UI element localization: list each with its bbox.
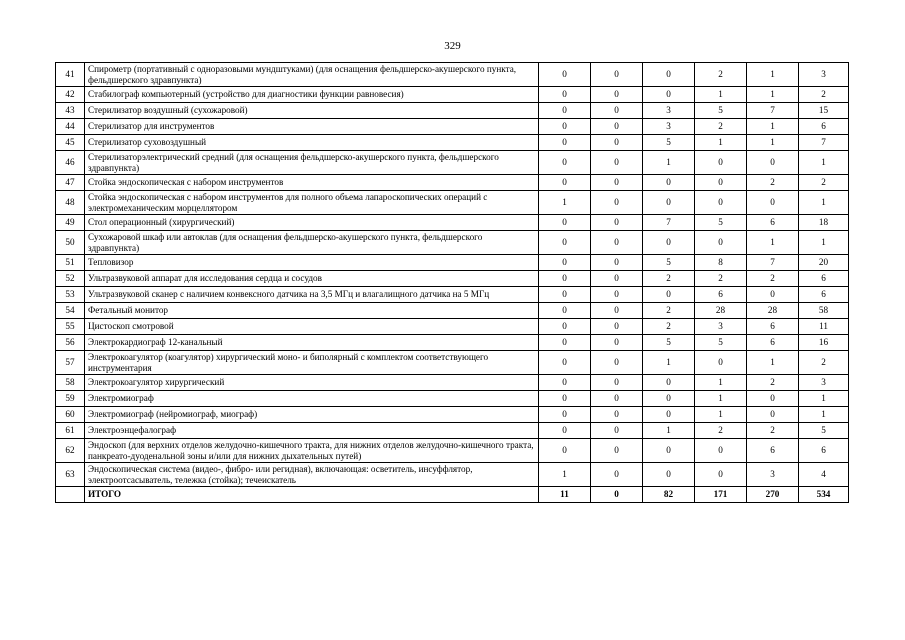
quantity-cell: 20 (799, 255, 849, 271)
quantity-cell: 6 (695, 287, 747, 303)
table-row (56, 63, 849, 87)
quantity-cell: 1 (747, 87, 799, 103)
quantity-cell: 0 (591, 335, 643, 351)
quantity-cell: 6 (747, 215, 799, 231)
quantity-cell: 3 (747, 463, 799, 487)
quantity-cell: 5 (695, 215, 747, 231)
table-row (56, 407, 849, 423)
row-number: 44 (56, 119, 85, 135)
quantity-cell: 0 (747, 151, 799, 175)
row-number: 43 (56, 103, 85, 119)
quantity-cell: 2 (799, 175, 849, 191)
quantity-cell: 1 (643, 423, 695, 439)
equipment-name: Стерилизатор воздушный (сухожаровой) (85, 103, 539, 119)
equipment-name: Электрокоагулятор хирургический (85, 375, 539, 391)
equipment-name: Стойка эндоскопическая с набором инструментов (85, 175, 539, 191)
equipment-table (55, 62, 849, 503)
quantity-cell: 0 (747, 407, 799, 423)
quantity-cell: 0 (539, 215, 591, 231)
quantity-cell: 0 (539, 319, 591, 335)
equipment-name: Стабилограф компьютерный (устройство для диагностики функции равновесия) (85, 87, 539, 103)
quantity-cell: 5 (643, 335, 695, 351)
quantity-cell: 2 (695, 423, 747, 439)
equipment-name: Стерилизатор для инструментов (85, 119, 539, 135)
row-number: 54 (56, 303, 85, 319)
quantity-cell: 1 (695, 87, 747, 103)
table-row (56, 375, 849, 391)
quantity-cell: 0 (591, 103, 643, 119)
quantity-cell: 0 (695, 151, 747, 175)
table-row (56, 191, 849, 215)
row-number: 50 (56, 231, 85, 255)
quantity-cell: 16 (799, 335, 849, 351)
quantity-cell: 0 (591, 119, 643, 135)
equipment-name: Фетальный монитор (85, 303, 539, 319)
quantity-cell: 1 (747, 119, 799, 135)
quantity-cell: 0 (747, 391, 799, 407)
quantity-cell: 0 (643, 87, 695, 103)
quantity-cell: 0 (539, 231, 591, 255)
quantity-cell: 5 (799, 423, 849, 439)
equipment-name: Ультразвуковой аппарат для исследования сердца и сосудов (85, 271, 539, 287)
quantity-cell: 2 (643, 303, 695, 319)
quantity-cell: 0 (643, 391, 695, 407)
row-number: 49 (56, 215, 85, 231)
quantity-cell: 0 (695, 175, 747, 191)
quantity-cell: 0 (539, 423, 591, 439)
quantity-cell: 0 (695, 231, 747, 255)
table-row (56, 423, 849, 439)
quantity-cell: 0 (591, 287, 643, 303)
quantity-cell: 1 (799, 231, 849, 255)
quantity-cell: 0 (539, 335, 591, 351)
quantity-cell: 0 (539, 303, 591, 319)
quantity-cell: 1 (747, 351, 799, 375)
row-number (56, 487, 85, 503)
row-number: 52 (56, 271, 85, 287)
row-number: 46 (56, 151, 85, 175)
table-row (56, 215, 849, 231)
equipment-name: Сухожаровой шкаф или автоклав (для оснащения фельдшерско-акушерского пункта, фельдшерского здравпункта) (85, 231, 539, 255)
row-number: 42 (56, 87, 85, 103)
equipment-name: Электромиограф (85, 391, 539, 407)
row-number: 53 (56, 287, 85, 303)
page-number: 329 (444, 40, 461, 52)
quantity-cell: 1 (539, 191, 591, 215)
quantity-cell: 11 (539, 487, 591, 503)
quantity-cell: 0 (539, 119, 591, 135)
quantity-cell: 270 (747, 487, 799, 503)
table-row (56, 119, 849, 135)
quantity-cell: 0 (539, 63, 591, 87)
equipment-name: Электромиограф (нейромиограф, миограф) (85, 407, 539, 423)
row-number: 58 (56, 375, 85, 391)
quantity-cell: 2 (643, 271, 695, 287)
quantity-cell: 0 (643, 287, 695, 303)
quantity-cell: 1 (747, 231, 799, 255)
quantity-cell: 7 (643, 215, 695, 231)
row-number: 61 (56, 423, 85, 439)
quantity-cell: 6 (747, 439, 799, 463)
quantity-cell: 0 (591, 255, 643, 271)
quantity-cell: 0 (591, 407, 643, 423)
quantity-cell: 3 (799, 63, 849, 87)
quantity-cell: 0 (643, 375, 695, 391)
row-number: 48 (56, 191, 85, 215)
quantity-cell: 7 (747, 103, 799, 119)
row-number: 55 (56, 319, 85, 335)
quantity-cell: 6 (799, 439, 849, 463)
quantity-cell: 2 (747, 175, 799, 191)
quantity-cell: 1 (747, 135, 799, 151)
equipment-name: Ультразвуковой сканер с наличием конвексного датчика на 3,5 МГц и влагалищного датчика на 5 МГц (85, 287, 539, 303)
quantity-cell: 3 (799, 375, 849, 391)
quantity-cell: 0 (643, 175, 695, 191)
quantity-cell: 0 (539, 351, 591, 375)
quantity-cell: 0 (539, 103, 591, 119)
quantity-cell: 82 (643, 487, 695, 503)
quantity-cell: 18 (799, 215, 849, 231)
quantity-cell: 171 (695, 487, 747, 503)
quantity-cell: 1 (643, 151, 695, 175)
quantity-cell: 1 (799, 151, 849, 175)
quantity-cell: 0 (539, 287, 591, 303)
quantity-cell: 0 (591, 351, 643, 375)
quantity-cell: 1 (695, 407, 747, 423)
table-row (56, 287, 849, 303)
quantity-cell: 0 (539, 151, 591, 175)
equipment-name: Электрокоагулятор (коагулятор) хирургический моно- и биполярный с комплектом соответствующего инструментария (85, 351, 539, 375)
quantity-cell: 0 (643, 231, 695, 255)
equipment-name: Электроэнцефалограф (85, 423, 539, 439)
quantity-cell: 0 (591, 303, 643, 319)
table-row (56, 231, 849, 255)
equipment-name: Эндоскоп (для верхних отделов желудочно-кишечного тракта, для нижних отделов желудочно-кишечного тракта, панкреато-дуоденальной зоны и/или для нижних дыхательных путей) (85, 439, 539, 463)
quantity-cell: 6 (747, 335, 799, 351)
row-number: 45 (56, 135, 85, 151)
quantity-cell: 0 (591, 135, 643, 151)
table-row (56, 135, 849, 151)
quantity-cell: 2 (695, 63, 747, 87)
quantity-cell: 0 (591, 439, 643, 463)
equipment-name: Тепловизор (85, 255, 539, 271)
equipment-name: Эндоскопическая система (видео-, фибро- или регидная), включающая: осветитель, инсуффлятор, электроотсасыватель, тележка (стойка); течеискатель (85, 463, 539, 487)
quantity-cell: 0 (591, 487, 643, 503)
quantity-cell: 0 (591, 391, 643, 407)
total-row (56, 487, 849, 503)
quantity-cell: 6 (799, 287, 849, 303)
quantity-cell: 0 (643, 463, 695, 487)
quantity-cell: 1 (695, 375, 747, 391)
table-row (56, 391, 849, 407)
quantity-cell: 0 (643, 407, 695, 423)
quantity-cell: 1 (643, 351, 695, 375)
quantity-cell: 2 (799, 87, 849, 103)
quantity-cell: 2 (747, 271, 799, 287)
equipment-name: Цистоскоп смотровой (85, 319, 539, 335)
quantity-cell: 0 (591, 87, 643, 103)
quantity-cell: 2 (695, 119, 747, 135)
quantity-cell: 2 (695, 271, 747, 287)
quantity-cell: 1 (799, 191, 849, 215)
quantity-cell: 28 (695, 303, 747, 319)
quantity-cell: 3 (643, 103, 695, 119)
quantity-cell: 0 (539, 255, 591, 271)
table-row (56, 439, 849, 463)
table-row (56, 103, 849, 119)
table-row (56, 463, 849, 487)
quantity-cell: 1 (747, 63, 799, 87)
equipment-name: Стойка эндоскопическая с набором инструментов для полного объема лапароскопических операций с электромеханическим морцеллятором (85, 191, 539, 215)
quantity-cell: 6 (747, 319, 799, 335)
quantity-cell: 28 (747, 303, 799, 319)
table-row (56, 319, 849, 335)
quantity-cell: 11 (799, 319, 849, 335)
quantity-cell: 6 (799, 119, 849, 135)
quantity-cell: 2 (799, 351, 849, 375)
quantity-cell: 0 (539, 175, 591, 191)
quantity-cell: 0 (591, 215, 643, 231)
quantity-cell: 1 (799, 391, 849, 407)
equipment-name: Стерилизатор суховоздушный (85, 135, 539, 151)
equipment-name: ИТОГО (85, 487, 539, 503)
equipment-name: Спирометр (портативный с одноразовыми мундштуками) (для оснащения фельдшерско-акушерского пункта, фельдшерского здравпункта) (85, 63, 539, 87)
quantity-cell: 1 (695, 135, 747, 151)
quantity-cell: 5 (695, 335, 747, 351)
quantity-cell: 7 (799, 135, 849, 151)
quantity-cell: 0 (591, 423, 643, 439)
quantity-cell: 5 (643, 255, 695, 271)
quantity-cell: 6 (799, 271, 849, 287)
row-number: 62 (56, 439, 85, 463)
table-row (56, 151, 849, 175)
quantity-cell: 0 (747, 287, 799, 303)
table-row (56, 351, 849, 375)
quantity-cell: 0 (539, 391, 591, 407)
quantity-cell: 0 (539, 135, 591, 151)
quantity-cell: 0 (591, 231, 643, 255)
quantity-cell: 1 (539, 463, 591, 487)
row-number: 63 (56, 463, 85, 487)
quantity-cell: 15 (799, 103, 849, 119)
row-number: 47 (56, 175, 85, 191)
quantity-cell: 0 (643, 63, 695, 87)
row-number: 59 (56, 391, 85, 407)
table-row (56, 303, 849, 319)
quantity-cell: 0 (539, 439, 591, 463)
quantity-cell: 2 (747, 423, 799, 439)
quantity-cell: 0 (643, 191, 695, 215)
quantity-cell: 0 (591, 463, 643, 487)
quantity-cell: 534 (799, 487, 849, 503)
quantity-cell: 3 (695, 319, 747, 335)
quantity-cell: 0 (539, 375, 591, 391)
quantity-cell: 5 (643, 135, 695, 151)
quantity-cell: 0 (591, 191, 643, 215)
row-number: 60 (56, 407, 85, 423)
quantity-cell: 0 (539, 271, 591, 287)
quantity-cell: 0 (591, 63, 643, 87)
equipment-name: Стол операционный (хирургический) (85, 215, 539, 231)
row-number: 56 (56, 335, 85, 351)
quantity-cell: 2 (643, 319, 695, 335)
table-body (56, 63, 849, 503)
row-number: 41 (56, 63, 85, 87)
quantity-cell: 3 (643, 119, 695, 135)
quantity-cell: 0 (539, 87, 591, 103)
quantity-cell: 8 (695, 255, 747, 271)
quantity-cell: 7 (747, 255, 799, 271)
table-row (56, 271, 849, 287)
quantity-cell: 0 (747, 191, 799, 215)
equipment-name: Электрокардиограф 12-канальный (85, 335, 539, 351)
quantity-cell: 5 (695, 103, 747, 119)
quantity-cell: 0 (591, 319, 643, 335)
quantity-cell: 0 (695, 191, 747, 215)
quantity-cell: 0 (591, 375, 643, 391)
row-number: 57 (56, 351, 85, 375)
quantity-cell: 0 (591, 175, 643, 191)
quantity-cell: 0 (591, 151, 643, 175)
quantity-cell: 1 (799, 407, 849, 423)
quantity-cell: 0 (539, 407, 591, 423)
table-row (56, 87, 849, 103)
quantity-cell: 4 (799, 463, 849, 487)
equipment-name: Стерилизаторэлектрический средний (для оснащения фельдшерско-акушерского пункта, фельдшерского здравпункта) (85, 151, 539, 175)
quantity-cell: 2 (747, 375, 799, 391)
quantity-cell: 0 (695, 463, 747, 487)
quantity-cell: 0 (695, 439, 747, 463)
table-row (56, 175, 849, 191)
table-row (56, 255, 849, 271)
table-row (56, 335, 849, 351)
quantity-cell: 0 (695, 351, 747, 375)
quantity-cell: 0 (591, 271, 643, 287)
quantity-cell: 0 (643, 439, 695, 463)
quantity-cell: 1 (695, 391, 747, 407)
row-number: 51 (56, 255, 85, 271)
quantity-cell: 58 (799, 303, 849, 319)
